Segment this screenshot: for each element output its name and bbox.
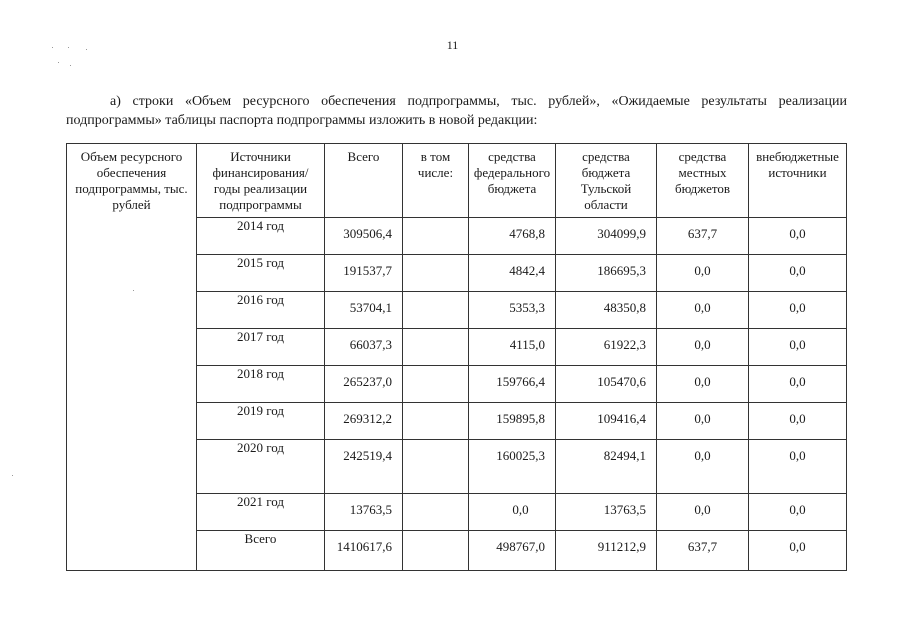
year-label: 2015 год — [197, 255, 325, 292]
including-value — [403, 255, 469, 292]
local-value: 0,0 — [657, 329, 749, 366]
local-value: 0,0 — [657, 255, 749, 292]
total-value: 309506,4 — [325, 218, 403, 255]
budget-table — [66, 143, 847, 571]
regional-value: 61922,3 — [556, 329, 657, 366]
federal-value: 4768,8 — [469, 218, 556, 255]
regional-value: 304099,9 — [556, 218, 657, 255]
header-federal: средства федерального бюджета — [469, 144, 556, 218]
including-value — [403, 292, 469, 329]
regional-value: 82494,1 — [556, 440, 657, 494]
year-label: 2021 год — [197, 494, 325, 531]
federal-value: 4842,4 — [469, 255, 556, 292]
total-value: 1410617,6 — [325, 531, 403, 571]
total-value: 191537,7 — [325, 255, 403, 292]
local-value: 637,7 — [657, 218, 749, 255]
header-including: в том числе: — [403, 144, 469, 218]
federal-value: 5353,3 — [469, 292, 556, 329]
year-label: 2014 год — [197, 218, 325, 255]
year-label: 2020 год — [197, 440, 325, 494]
total-value: 66037,3 — [325, 329, 403, 366]
regional-value: 105470,6 — [556, 366, 657, 403]
offbudget-value: 0,0 — [749, 218, 847, 255]
offbudget-value: 0,0 — [749, 255, 847, 292]
federal-value: 160025,3 — [469, 440, 556, 494]
header-local: средства местных бюджетов — [657, 144, 749, 218]
regional-value: 186695,3 — [556, 255, 657, 292]
total-value: 242519,4 — [325, 440, 403, 494]
year-label: 2019 год — [197, 403, 325, 440]
offbudget-value: 0,0 — [749, 403, 847, 440]
total-value: 13763,5 — [325, 494, 403, 531]
regional-value: 48350,8 — [556, 292, 657, 329]
regional-value: 109416,4 — [556, 403, 657, 440]
federal-value: 159895,8 — [469, 403, 556, 440]
local-value: 0,0 — [657, 440, 749, 494]
total-value: 53704,1 — [325, 292, 403, 329]
local-value: 637,7 — [657, 531, 749, 571]
header-total: Всего — [325, 144, 403, 218]
year-label: 2016 год — [197, 292, 325, 329]
offbudget-value: 0,0 — [749, 531, 847, 571]
including-value — [403, 366, 469, 403]
year-label: 2018 год — [197, 366, 325, 403]
including-value — [403, 531, 469, 571]
offbudget-value: 0,0 — [749, 292, 847, 329]
local-value: 0,0 — [657, 366, 749, 403]
offbudget-value: 0,0 — [749, 494, 847, 531]
resource-volume-label: Объем ресурсного обеспечения подпрограммы, тыс. рублей — [67, 144, 197, 571]
including-value — [403, 218, 469, 255]
header-offbudget: внебюджетные источники — [749, 144, 847, 218]
offbudget-value: 0,0 — [749, 440, 847, 494]
federal-value: 498767,0 — [469, 531, 556, 571]
local-value: 0,0 — [657, 494, 749, 531]
total-label: Всего — [197, 531, 325, 571]
total-value: 269312,2 — [325, 403, 403, 440]
federal-value: 4115,0 — [469, 329, 556, 366]
intro-paragraph: а) строки «Объем ресурсного обеспечения подпрограммы, тыс. рублей», «Ожидаемые результаты реализации подпрограммы» таблицы паспорта подпрограммы изложить в новой редакции: — [66, 94, 847, 128]
regional-value: 13763,5 — [556, 494, 657, 531]
year-label: 2017 год — [197, 329, 325, 366]
local-value: 0,0 — [657, 292, 749, 329]
offbudget-value: 0,0 — [749, 366, 847, 403]
header-regional: средства бюджета Тульской области — [556, 144, 657, 218]
offbudget-value: 0,0 — [749, 329, 847, 366]
header-sources: Источники финансирования/ годы реализации подпрограммы — [197, 144, 325, 218]
including-value — [403, 440, 469, 494]
total-value: 265237,0 — [325, 366, 403, 403]
local-value: 0,0 — [657, 403, 749, 440]
regional-value: 911212,9 — [556, 531, 657, 571]
federal-value: 0,0 — [469, 494, 556, 531]
page-number: 11 — [446, 38, 459, 52]
including-value — [403, 329, 469, 366]
including-value — [403, 403, 469, 440]
federal-value: 159766,4 — [469, 366, 556, 403]
including-value — [403, 494, 469, 531]
